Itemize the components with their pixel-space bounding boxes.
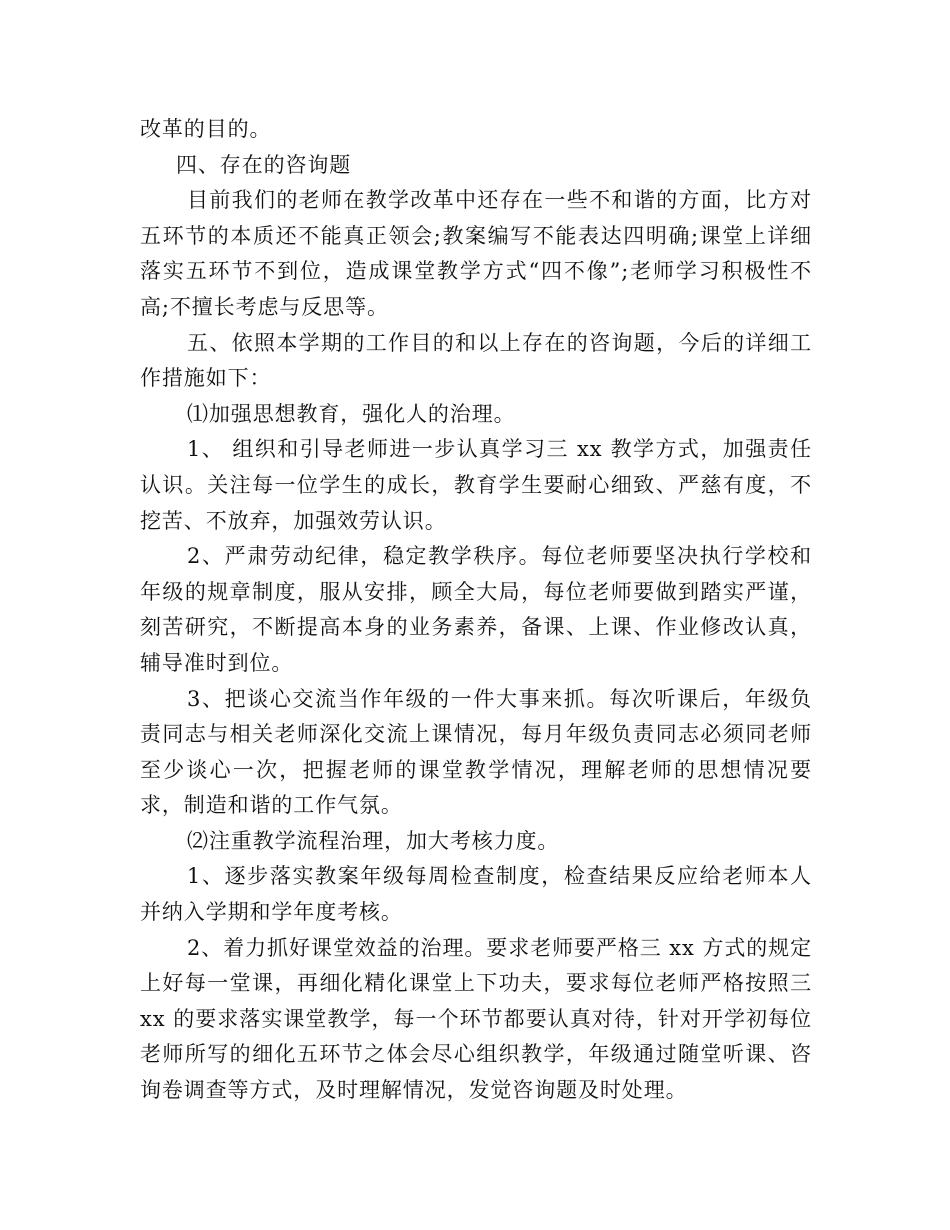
section-heading-5: 五、依照本学期的工作目的和以上存在的咨询题，今后的详细工作措施如下： xyxy=(140,330,812,391)
list-item-1-3: 3、把谈心交流当作年级的一件大事来抓。每次听课后，年级负责同志与相关老师深化交流上课情况，每月年级负责同志必须同老师至少谈心一次，把握老师的课堂教学情况，理解老师的思想情况要求，制造和谐的工作气氛。 xyxy=(140,686,812,818)
list-item-2-1: 1、逐步落实教案年级每周检查制度，检查结果反应给老师本人并纳入学期和学年度考核。 xyxy=(140,864,812,925)
list-item-1-2: 2、严肃劳动纪律，稳定教学秩序。每位老师要坚决执行学校和年级的规章制度，服从安排，顾全大局，每位老师要做到踏实严谨，刻苦研究，不断提高本身的业务素养，备课、上课、作业修改认真，辅导准时到位。 xyxy=(140,544,812,675)
list-item-2-2: 2、着力抓好课堂效益的治理。要求老师要严格三 xx 方式的规定上好每一堂课，再细化精化课堂上下功夫，要求每位老师严格按照三 xx 的要求落实课堂教学，每一个环节都要认真对待，针对开学初每位老师所写的细化五环节之体会尽心组织教学，年级通过随堂听课、咨询卷调查等方式，及时理解情况，发觉咨询题及时处理。 xyxy=(140,935,812,1103)
paragraph-continuation: 改革的目的。 xyxy=(140,117,272,141)
subheading-1: ⑴加强思想教育，强化人的治理。 xyxy=(187,401,516,426)
section-heading-4: 四、存在的咨询题 xyxy=(176,152,352,177)
paragraph-existing-problems: 目前我们的老师在教学改革中还存在一些不和谐的方面，比方对五环节的本质还不能真正领会;教案编写不能表达四明确;课堂上详细落实五环节不到位，造成课堂教学方式“四不像”;老师学习积极性不高;不擅长考虑与反思等。 xyxy=(140,188,812,319)
list-item-1-1: 1、 组织和引导老师进一步认真学习三 xx 教学方式，加强责任认识。关注每一位学生的成长，教育学生要耐心细致、严慈有度，不挖苦、不放弃，加强效劳认识。 xyxy=(140,437,812,533)
subheading-2: ⑵注重教学流程治理，加大考核力度。 xyxy=(187,828,560,853)
document-body xyxy=(140,112,812,1109)
